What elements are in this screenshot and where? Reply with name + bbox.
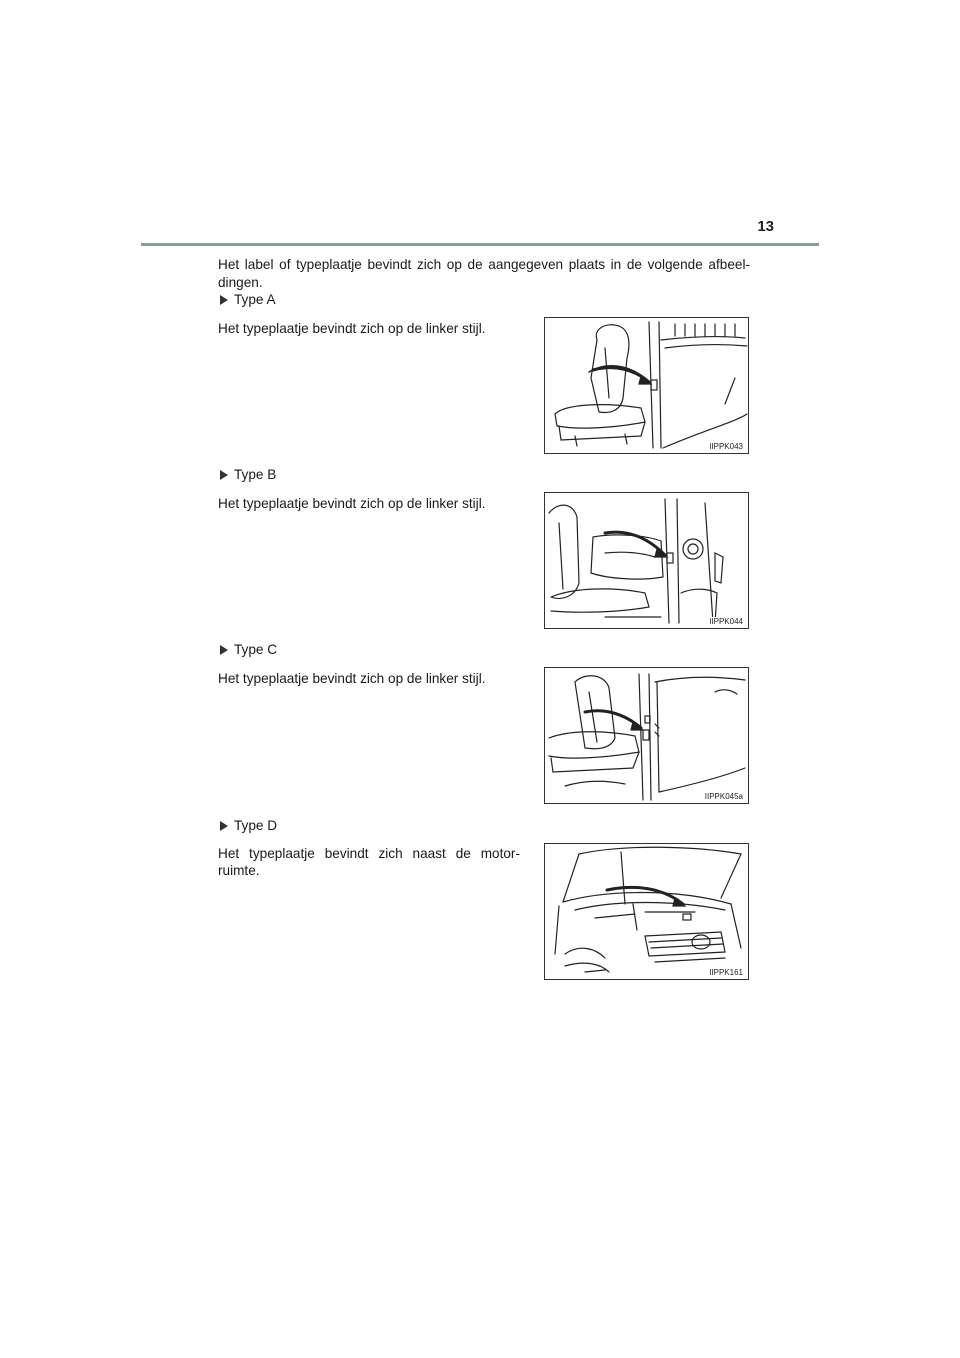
triangle-bullet-icon xyxy=(220,821,228,831)
intro-paragraph: Het label of typeplaatje bevindt zich op de aangegeven plaats in de volgende afbeel-dingen. xyxy=(218,257,750,290)
triangle-bullet-icon xyxy=(220,470,228,480)
type-d-heading xyxy=(220,817,277,835)
type-c-figure-code: IIPPK045a xyxy=(704,792,743,801)
type-a-heading-text: Type A xyxy=(234,292,276,307)
type-a-heading xyxy=(220,291,276,309)
type-c-heading-text: Type C xyxy=(234,642,278,657)
header-rule xyxy=(141,243,819,246)
type-b-description: Het typeplaatje bevindt zich op de linker stijl. xyxy=(218,496,486,511)
triangle-bullet-icon xyxy=(220,645,228,655)
type-d-figure xyxy=(544,843,749,980)
type-d-illustration xyxy=(545,844,749,980)
type-b-heading-text: Type B xyxy=(234,467,277,482)
type-d-description: Het typeplaatje bevindt zich naast de motor-ruimte. xyxy=(218,846,520,878)
type-a-figure-code: IIPPK043 xyxy=(709,442,743,451)
type-b-figure-code: IIPPK044 xyxy=(709,617,743,626)
page-number: 13 xyxy=(757,218,774,235)
type-b-figure xyxy=(544,492,749,629)
type-b-heading xyxy=(220,466,276,484)
type-c-figure xyxy=(544,667,749,804)
type-d-figure-code: IIPPK161 xyxy=(709,968,743,977)
type-a-illustration xyxy=(545,318,749,454)
type-a-description: Het typeplaatje bevindt zich op de linker stijl. xyxy=(218,321,486,336)
triangle-bullet-icon xyxy=(220,295,228,305)
type-b-illustration xyxy=(545,493,749,629)
type-c-description: Het typeplaatje bevindt zich op de linker stijl. xyxy=(218,671,486,686)
type-c-heading xyxy=(220,641,277,659)
type-d-heading-text: Type D xyxy=(234,818,278,833)
type-a-figure xyxy=(544,317,749,454)
type-c-illustration xyxy=(545,668,749,804)
